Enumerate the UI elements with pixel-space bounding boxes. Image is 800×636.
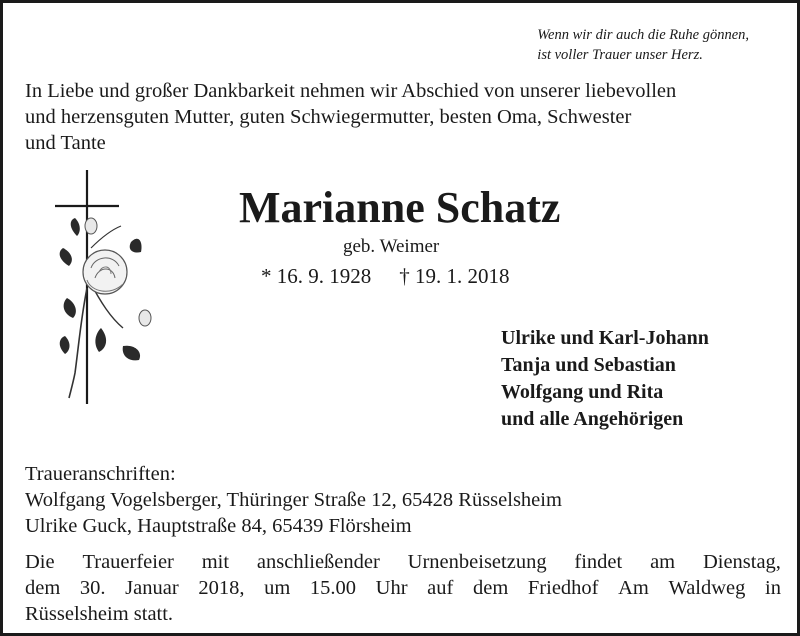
intro-line: und herzensguten Mutter, guten Schwiegermutter, besten Oma, Schwester	[25, 106, 632, 128]
word: 15.00	[309, 577, 357, 599]
word: findet	[574, 551, 623, 573]
word: Am	[618, 577, 649, 599]
word: Die	[25, 551, 55, 573]
mourner-line: Wolfgang und Rita	[501, 381, 664, 403]
word: am	[650, 551, 676, 573]
funeral-details	[25, 549, 781, 627]
death-date: † 19. 1. 2018	[399, 264, 510, 288]
mourner-line: Tanja und Sebastian	[501, 354, 676, 376]
ceremony-line	[25, 549, 781, 575]
ceremony-line: Rüsselsheim statt.	[25, 603, 174, 625]
word: 2018,	[198, 577, 245, 599]
word: Januar	[125, 577, 179, 599]
word: in	[765, 577, 781, 599]
word: Friedhof	[527, 577, 599, 599]
word: Urnenbeisetzung	[407, 551, 547, 573]
word: 30.	[79, 577, 106, 599]
motto-line: ist voller Trauer unser Herz.	[537, 47, 703, 63]
motto-line: Wenn wir dir auch die Ruhe gönnen,	[537, 27, 749, 43]
word: dem	[25, 577, 61, 599]
maiden-name: geb. Weimer	[343, 236, 440, 257]
intro-text	[25, 78, 785, 156]
birth-date: * 16. 9. 1928	[261, 264, 372, 288]
address-line: Ulrike Guck, Hauptstraße 84, 65439 Flörsheim	[25, 515, 412, 537]
cross-with-rose-icon	[51, 168, 161, 408]
word: Trauerfeier	[82, 551, 174, 573]
deceased-name: Marianne Schatz	[239, 183, 561, 232]
intro-line: In Liebe und großer Dankbarkeit nehmen wir Abschied von unserer liebevollen	[25, 80, 677, 102]
intro-line: und Tante	[25, 132, 106, 154]
ceremony-line	[25, 575, 781, 601]
word: Dienstag,	[702, 551, 781, 573]
word: um	[264, 577, 291, 599]
mourners-list	[501, 325, 709, 433]
address-line: Wolfgang Vogelsberger, Thüringer Straße 12, 65428 Rüsselsheim	[25, 489, 562, 511]
word: Uhr	[375, 577, 408, 599]
condolence-addresses	[25, 461, 562, 539]
word: auf	[427, 577, 454, 599]
life-dates	[261, 263, 510, 289]
motto-verse	[537, 25, 749, 65]
word: Waldweg	[668, 577, 746, 599]
mourner-line: Ulrike und Karl-Johann	[501, 327, 709, 349]
word: dem	[472, 577, 509, 599]
mourner-line: und alle Angehörigen	[501, 408, 684, 430]
word: anschließender	[256, 551, 380, 573]
word: mit	[201, 551, 230, 573]
addresses-heading: Traueranschriften:	[25, 463, 176, 485]
